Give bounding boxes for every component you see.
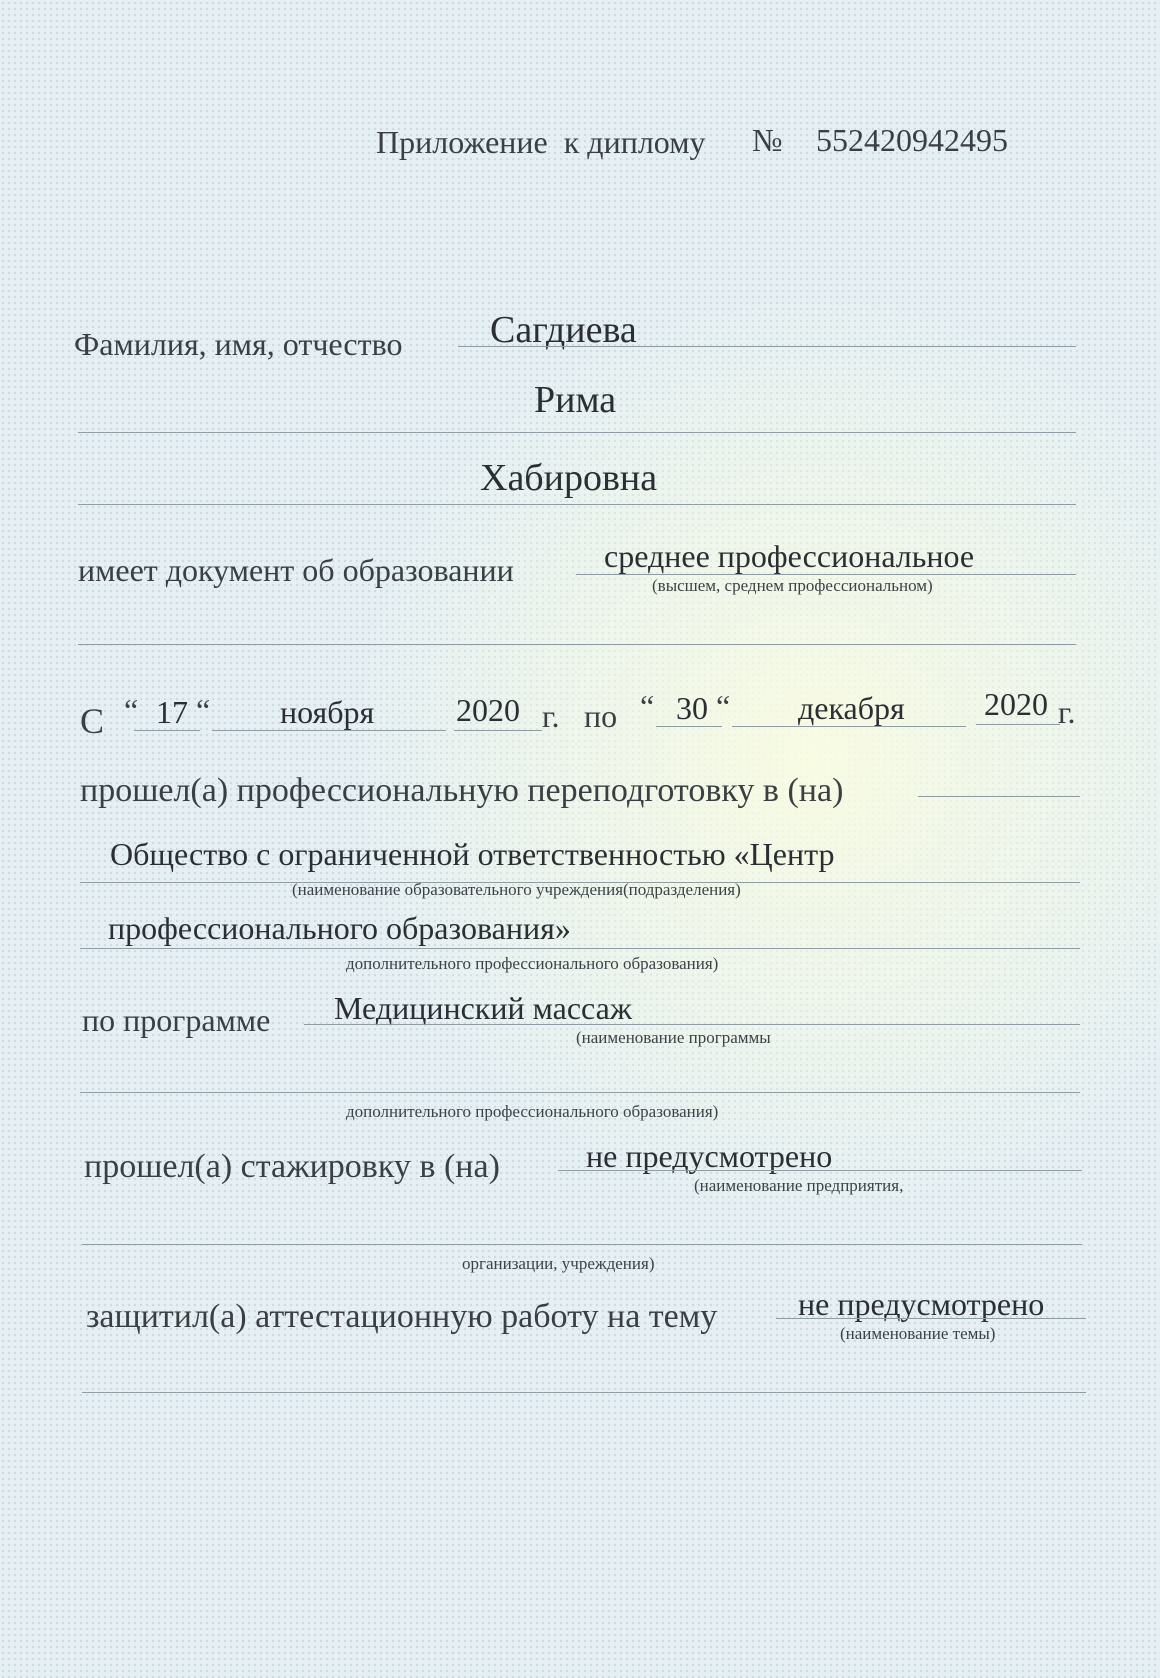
to-day-underline [656, 726, 722, 727]
program-underline [304, 1024, 1080, 1025]
education-extra-underline [78, 644, 1076, 645]
name-value: Рима [534, 379, 617, 421]
thesis-value: не предусмотрено [798, 1286, 1045, 1322]
from-year-underline [454, 730, 542, 731]
internship-underline [558, 1170, 1082, 1171]
education-value: среднее профессиональное [604, 538, 975, 574]
to-year-suffix: г. [1058, 694, 1076, 730]
from-year-suffix: г. [542, 698, 560, 734]
program-caption1: (наименование программы [576, 1028, 771, 1047]
period-to-word: по [584, 698, 618, 734]
to-day-close-quote: “ [716, 688, 731, 724]
to-year-underline [976, 724, 1060, 725]
program-label: по программе [82, 1002, 271, 1038]
surname-underline [458, 346, 1076, 347]
patronymic-value: Хабировна [480, 457, 658, 499]
to-day-open-quote: “ [640, 688, 655, 724]
patronymic-underline [78, 504, 1076, 505]
internship-label: прошел(а) стажировку в (на) [84, 1148, 500, 1185]
retraining-org-line2: профессионального образования» [108, 910, 571, 946]
thesis-caption: (наименование темы) [840, 1324, 996, 1343]
to-month-underline [732, 726, 966, 727]
to-year: 2020 [984, 686, 1048, 722]
from-year: 2020 [456, 692, 520, 728]
education-underline [576, 574, 1076, 575]
program-extra-underline [80, 1092, 1080, 1093]
internship-caption2: организации, учреждения) [462, 1254, 655, 1273]
thesis-extra-underline [82, 1392, 1086, 1393]
retraining-label: прошел(а) профессиональную переподготовку в (на) [80, 772, 844, 809]
internship-value: не предусмотрено [586, 1138, 833, 1174]
fio-label: Фамилия, имя, отчество [74, 326, 403, 362]
to-month: декабря [798, 690, 905, 726]
program-caption2: дополнительного профессионального образования) [346, 1102, 719, 1121]
document-title: Приложение к диплому [376, 124, 706, 160]
number-sign: № [752, 122, 783, 158]
retraining-caption1: (наименование образовательного учреждения(подразделения) [292, 880, 741, 899]
name-underline [78, 432, 1076, 433]
retraining-caption2: дополнительного профессионального образования) [346, 954, 719, 973]
from-month: ноября [280, 694, 375, 730]
diploma-number: 552420942495 [816, 122, 1008, 158]
internship-caption1: (наименование предприятия, [694, 1176, 904, 1195]
retraining-label-underline [918, 796, 1080, 797]
from-day-underline [134, 730, 200, 731]
from-month-underline [212, 730, 446, 731]
thesis-label: защитил(а) аттестационную работу на тему [86, 1298, 718, 1335]
education-label: имеет документ об образовании [78, 552, 514, 588]
education-caption: (высшем, среднем профессиональном) [652, 576, 933, 595]
to-day: 30 [676, 690, 708, 726]
from-day-close-quote: “ [196, 692, 211, 728]
thesis-underline [776, 1318, 1086, 1319]
program-value: Медицинский массаж [334, 990, 632, 1026]
internship-extra-underline [82, 1244, 1082, 1245]
retraining-org-line1: Общество с ограниченной ответственностью «Центр [110, 836, 835, 872]
from-day: 17 [156, 694, 188, 730]
period-prefix: С [80, 701, 105, 741]
surname-value: Сагдиева [490, 309, 637, 351]
from-day-open-quote: “ [124, 692, 139, 728]
retraining-org-line2-underline [80, 948, 1080, 949]
